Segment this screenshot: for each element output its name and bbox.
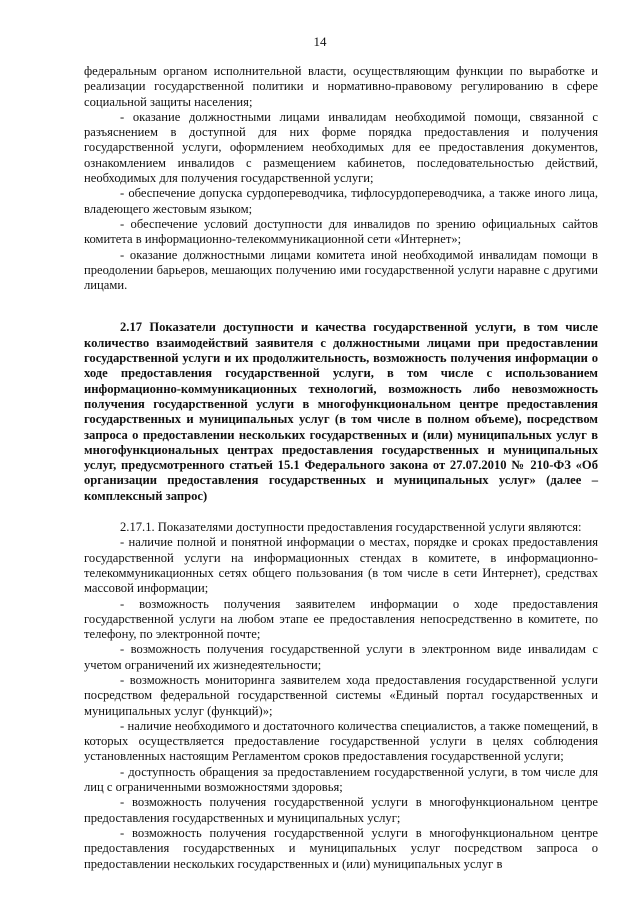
list-item: - обеспечение условий доступности для инвалидов по зрению официальных сайтов комитета в информационно-телекоммуникационной сети «Интернет»; bbox=[84, 216, 598, 247]
section-gap bbox=[84, 504, 598, 520]
list-item: - возможность получения государственной услуги в многофункциональном центре предоставления государственных и муниципальных услуг; bbox=[84, 795, 598, 825]
section-heading: 2.17 Показатели доступности и качества государственной услуги, в том числе количество взаимодействий заявителя с должностными лицами при предоставлении государственной услуги и их продолжительность, возможность получения информации о ходе предоставления государственной услуги, в том числе с использованием информационно-коммуникационных технологий, возможность либо невозможность получения государственной услуги в многофункциональном центре предоставления государственных и муниципальных услуг (в том числе в полном объеме), посредством запроса о предоставлении нескольких государственных и (или) муниципальных услуг в многофункциональных центрах предоставления государственных и муниципальных услуг, предусмотренного статьей 15.1 Федерального закона от 27.07.2010 № 210-ФЗ «Об организации предоставления государственных и муниципальных услуг» (далее – комплексный запрос) bbox=[84, 320, 598, 503]
page-number: 14 bbox=[313, 34, 327, 49]
paragraph-continuation: федеральным органом исполнительной власти, осуществляющим функции по выработке и реализации государственной политики и нормативно-правовому регулированию в сфере социальной защиты населения; bbox=[84, 64, 598, 109]
document-body bbox=[84, 64, 598, 872]
list-item: - оказание должностными лицами инвалидам необходимой помощи, связанной с разъяснением в доступной для них форме порядка предоставления и получения государственной услуги, оформлением необходимых для ее предоставления документов, ознакомлением инвалидов с размещением кабинетов, последовательностью действий, необходимых для получения государственной услуги; bbox=[84, 109, 598, 186]
section-gap bbox=[84, 293, 598, 320]
list-item: - доступность обращения за предоставлением государственной услуги, в том числе для лиц с ограниченными возможностями здоровья; bbox=[84, 764, 598, 795]
list-item: - возможность получения государственной услуги в электронном виде инвалидам с учетом ограничений их жизнедеятельности; bbox=[84, 642, 598, 672]
list-item: - обеспечение допуска сурдопереводчика, тифлосурдопереводчика, а также иного лица, владеющего жестовым языком; bbox=[84, 186, 598, 216]
list-item: - возможность мониторинга заявителем хода предоставления государственной услуги посредством федеральной государственной системы «Единый портал государственных и муниципальных услуг (функций)»; bbox=[84, 672, 598, 718]
list-item: - возможность получения государственной услуги в многофункциональном центре предоставления государственных и муниципальных услуг посредством запроса о предоставлении нескольких государственных и (или) муниципальных услуг в bbox=[84, 825, 598, 871]
list-item: - возможность получения заявителем информации о ходе предоставления государственной услуги на любом этапе ее предоставления непосредственно в комитете, по телефону, по электронной почте; bbox=[84, 596, 598, 642]
list-item: - наличие необходимого и достаточного количества специалистов, а также помещений, в которых осуществляется предоставление государственной услуги в целях соблюдения установленных настоящим Регламентом сроков предоставления государственной услуги; bbox=[84, 718, 598, 764]
list-item: - оказание должностными лицами комитета иной необходимой инвалидам помощи в преодолении барьеров, мешающих получению ими государственной услуги наравне с другими лицами. bbox=[84, 247, 598, 293]
list-item: - наличие полной и понятной информации о местах, порядке и сроках предоставления государственной услуги на информационных стендах в комитете, в информационно-телекоммуникационных сетях общего пользования (в том числе в сети Интернет), средствах массовой информации; bbox=[84, 535, 598, 596]
subsection-intro: 2.17.1. Показателями доступности предоставления государственной услуги являются: bbox=[120, 520, 582, 535]
